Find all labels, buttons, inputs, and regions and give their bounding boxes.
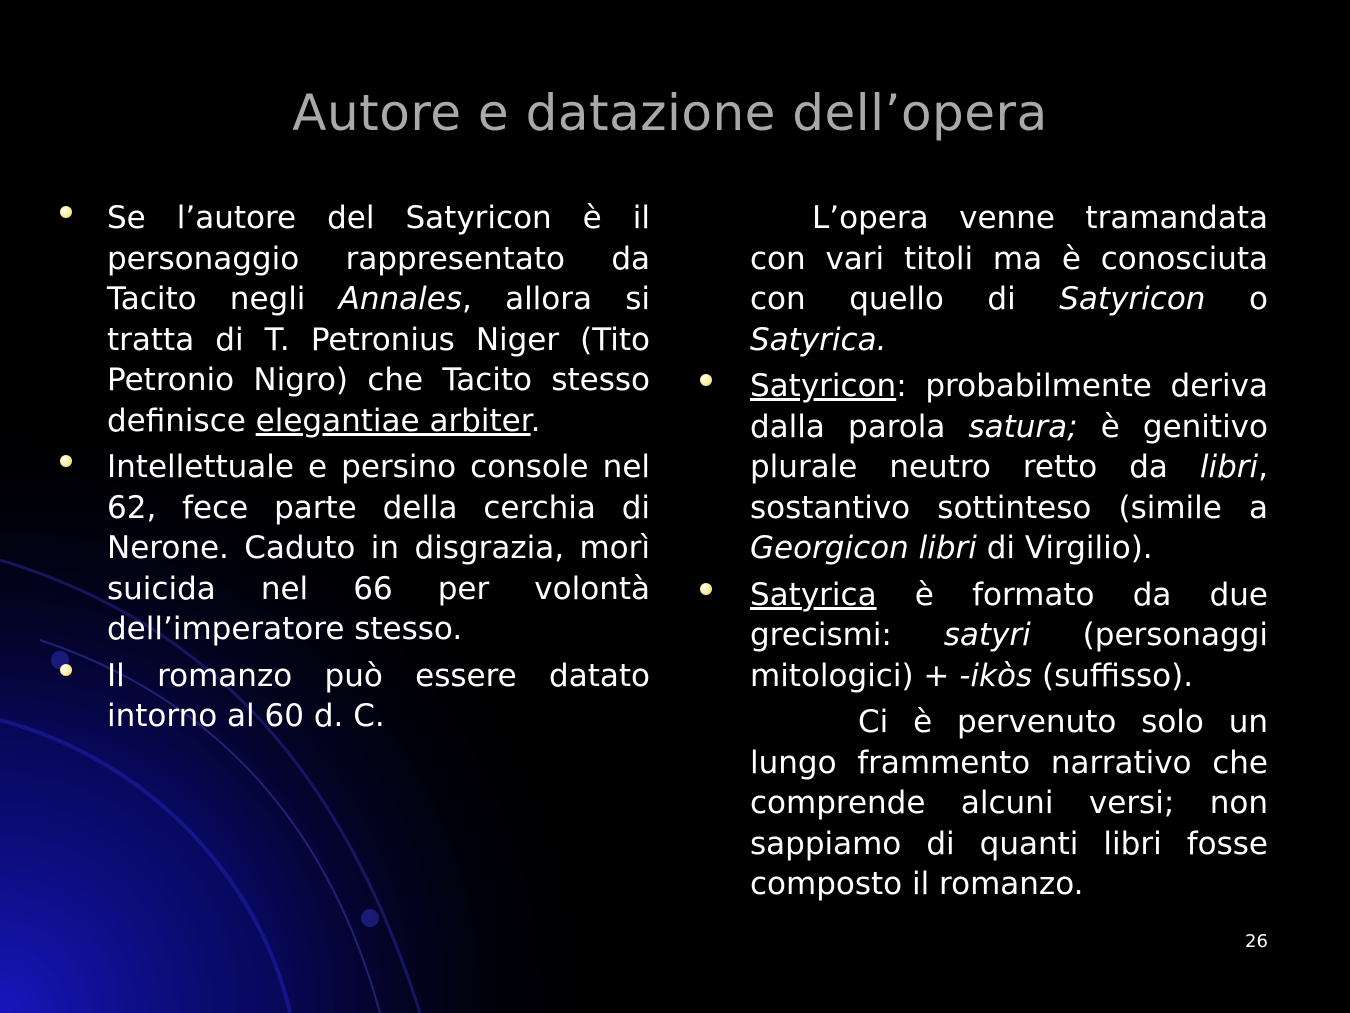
italic-text: Satyricon xyxy=(1059,281,1206,317)
slide-title: Autore e datazione dell’opera xyxy=(292,84,1048,142)
bullet-icon xyxy=(60,664,72,676)
bullet-icon xyxy=(700,583,712,595)
page-number: 26 xyxy=(1245,931,1268,952)
bullet-icon xyxy=(700,374,712,386)
underlined-text: Satyricon xyxy=(750,368,897,404)
right-column xyxy=(700,198,1268,911)
bullet-icon xyxy=(60,455,72,467)
italic-text: -ikòs xyxy=(959,657,1033,694)
italic-text: satyri xyxy=(943,617,1031,653)
list-item: Satyricon: probabilmente deriva dalla parola satura; è genitivo plurale neutro retto da libri, sostantivo sottinteso (simile a Georgicon libri di Virgilio). xyxy=(700,366,1268,569)
right-bullet-list xyxy=(700,366,1268,696)
list-item: Se l’autore del Satyricon è il personaggio rappresentato da Tacito negli Annales, allora si tratta di T. Petronius Niger (Tito Petronio Nigro) che Tacito stesso definisce elegantiae arbiter. xyxy=(60,198,650,441)
italic-text: satura; xyxy=(968,408,1078,445)
intro-paragraph: L’opera venne tramandata con vari titoli ma è conosciuta con quello di Satyricon o Satyrica. xyxy=(750,200,1268,358)
italic-text: libri xyxy=(1199,449,1259,485)
list-item: Intellettuale e persino console nel 62, fece parte della cerchia di Nerone. Caduto in disgrazia, morì suicida nel 66 per volontà dell’imperatore stesso. xyxy=(60,447,650,650)
italic-text: Georgicon libri xyxy=(750,530,977,566)
italic-text: Annales xyxy=(338,281,462,317)
italic-text: Satyrica. xyxy=(750,321,887,358)
underlined-text: elegantiae arbiter xyxy=(255,402,531,439)
list-item: Il romanzo può essere datato intorno al 60 d. C. xyxy=(60,656,650,737)
left-column xyxy=(60,198,650,743)
left-bullet-list xyxy=(60,198,650,737)
list-item: Satyrica è formato da due grecismi: satyri (personaggi mitologici) + -ikòs (suffisso). xyxy=(700,575,1268,697)
outro-paragraph: Ci è pervenuto solo un lungo frammento narrativo che comprende alcuni versi; non sappiamo di quanti libri fosse composto il romanzo. xyxy=(750,704,1268,902)
underlined-text: Satyrica xyxy=(750,576,877,613)
bullet-icon xyxy=(60,206,72,218)
